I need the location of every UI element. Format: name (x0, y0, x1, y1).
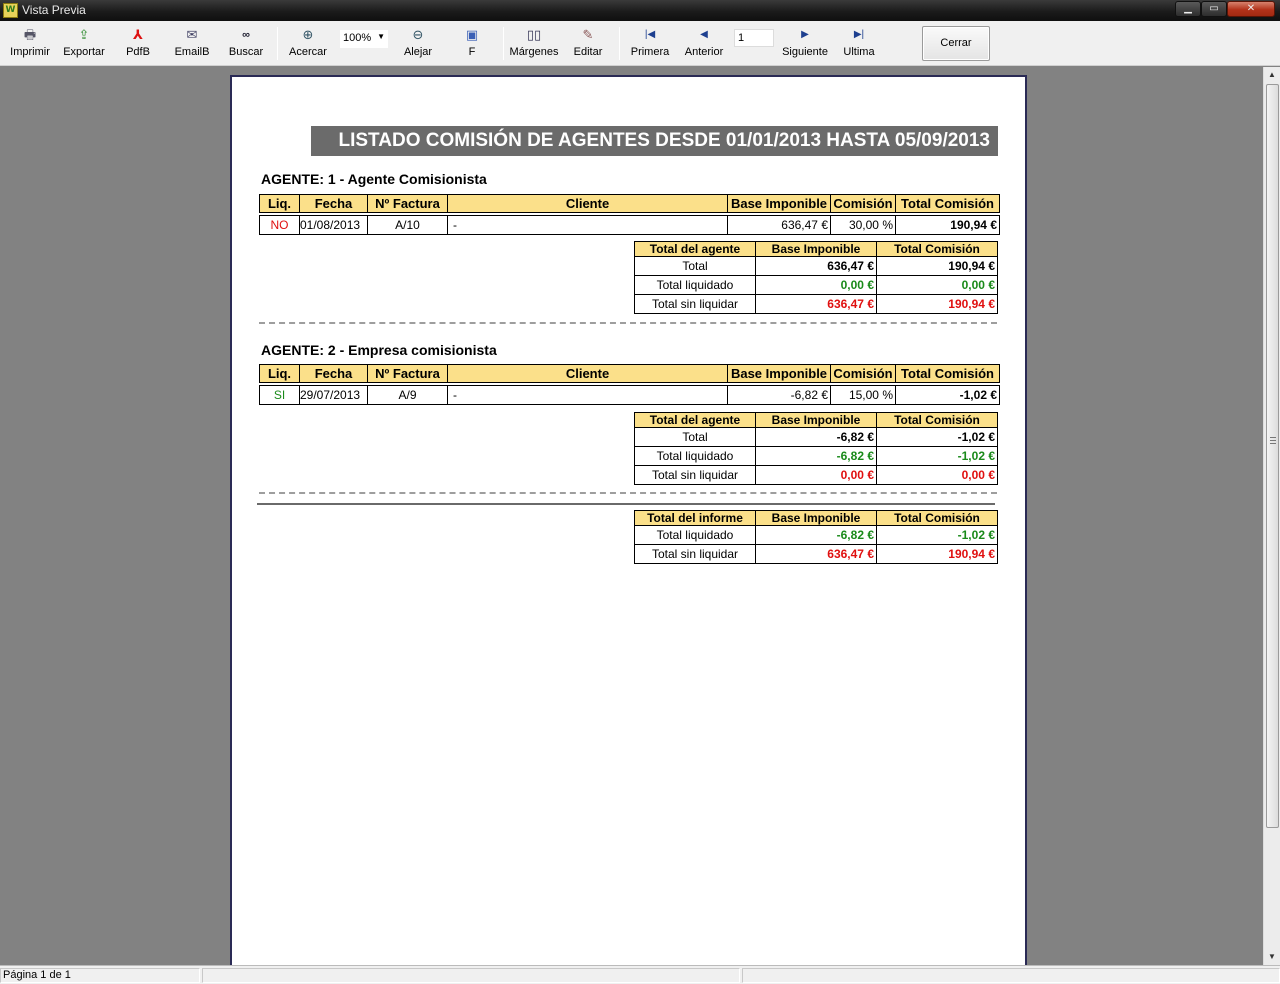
previous-page-button[interactable] (683, 27, 725, 58)
column-header: Total Comisión (896, 195, 1000, 213)
zoom-out-icon: ⊖ (412, 27, 424, 42)
fit-page-button[interactable] (462, 27, 482, 58)
column-header: Total del agente (635, 242, 756, 257)
column-header: Total del agente (635, 413, 756, 428)
detail-table (259, 194, 1000, 235)
first-page-button[interactable] (630, 27, 670, 58)
toolbar-divider (277, 27, 278, 60)
toolbar-divider (503, 27, 504, 60)
edit-label: Editar (573, 46, 603, 58)
zoom-out-button[interactable] (400, 27, 436, 58)
section-divider (259, 492, 997, 494)
summary-base: 636,47 € (756, 295, 877, 314)
liq-cell: SI (260, 386, 300, 405)
search-label: Buscar (228, 46, 264, 58)
minimize-button[interactable]: ▁ (1175, 1, 1201, 17)
column-header: Cliente (448, 365, 728, 383)
section-divider (259, 322, 997, 324)
summary-label: Total liquidado (635, 526, 756, 545)
zoom-in-button[interactable] (287, 27, 329, 58)
first-label: Primera (630, 46, 670, 58)
column-header: Nº Factura (368, 195, 448, 213)
next-label: Siguiente (782, 46, 828, 58)
table-header (260, 365, 1000, 383)
client-cell: - (448, 386, 728, 405)
page-number-input[interactable]: 1 (734, 29, 774, 47)
summary-base: 0,00 € (756, 276, 877, 295)
status-panel (202, 968, 740, 983)
table-header (635, 242, 998, 257)
table-row (260, 216, 1000, 235)
table-row (635, 466, 998, 485)
page-fit-icon: ▣ (465, 27, 479, 42)
table-row (635, 276, 998, 295)
scroll-down-icon[interactable]: ▼ (1268, 952, 1276, 961)
margins-button[interactable] (509, 27, 559, 58)
commission-total-cell: 190,94 € (896, 216, 1000, 235)
table-header (635, 413, 998, 428)
table-row (635, 257, 998, 276)
last-label: Ultima (843, 46, 875, 58)
summary-base: 636,47 € (756, 257, 877, 276)
column-header: Comisión (831, 195, 896, 213)
liq-cell: NO (260, 216, 300, 235)
toolbar (0, 21, 1280, 66)
close-window-button[interactable]: ✕ (1227, 1, 1275, 17)
last-page-icon: ▶| (853, 29, 865, 40)
invoice-cell: A/9 (368, 386, 448, 405)
report-page (230, 75, 1027, 970)
edit-button[interactable] (572, 27, 604, 58)
detail-table (259, 364, 1000, 405)
table-row (260, 386, 1000, 405)
status-panel (742, 968, 1280, 983)
email-button[interactable] (174, 27, 210, 58)
summary-total: -1,02 € (877, 526, 998, 545)
commission-total-cell: -1,02 € (896, 386, 1000, 405)
print-label: Imprimir (10, 46, 50, 58)
summary-label: Total liquidado (635, 447, 756, 466)
table-header (260, 195, 1000, 213)
first-page-icon: |◀ (644, 29, 656, 40)
close-button[interactable]: Cerrar (922, 26, 990, 61)
column-header: Total Comisión (896, 365, 1000, 383)
printer-icon: 🖶 (23, 27, 37, 42)
base-cell: -6,82 € (728, 386, 831, 405)
zoom-in-label: Acercar (289, 46, 327, 58)
fit-label: F (468, 46, 476, 58)
grip-icon (1270, 437, 1276, 444)
email-label: EmailB (174, 46, 210, 58)
invoice-cell: A/10 (368, 216, 448, 235)
table-row (635, 428, 998, 447)
report-total-divider (257, 503, 995, 505)
column-header: Total Comisión (877, 242, 998, 257)
summary-label: Total liquidado (635, 276, 756, 295)
column-header: Comisión (831, 365, 896, 383)
zoom-out-label: Alejar (403, 46, 433, 58)
table-row (635, 526, 998, 545)
column-header: Liq. (260, 195, 300, 213)
client-cell: - (448, 216, 728, 235)
column-header: Nº Factura (368, 365, 448, 383)
summary-label: Total sin liquidar (635, 545, 756, 564)
column-header: Cliente (448, 195, 728, 213)
column-header: Base Imponible (756, 511, 877, 526)
column-header: Fecha (300, 365, 368, 383)
agent-summary-table (634, 241, 998, 314)
zoom-in-icon: ⊕ (302, 27, 314, 42)
summary-total: -1,02 € (877, 447, 998, 466)
table-row (635, 295, 998, 314)
summary-base: -6,82 € (756, 447, 877, 466)
export-label: Exportar (63, 46, 105, 58)
export-button[interactable] (62, 27, 106, 58)
report-summary-table (634, 510, 998, 564)
summary-total: -1,02 € (877, 428, 998, 447)
page-status: Página 1 de 1 (0, 968, 200, 983)
report-title: LISTADO COMISIÓN DE AGENTES DESDE 01/01/2013 HASTA 05/09/2013 (311, 126, 998, 156)
date-cell: 29/07/2013 (300, 386, 368, 405)
summary-total: 0,00 € (877, 466, 998, 485)
app-logo-icon: W (3, 3, 18, 18)
next-page-icon: ▶ (801, 29, 809, 40)
table-row (635, 447, 998, 466)
summary-base: 0,00 € (756, 466, 877, 485)
summary-total: 190,94 € (877, 545, 998, 564)
summary-label: Total sin liquidar (635, 295, 756, 314)
search-button[interactable] (228, 27, 264, 58)
summary-base: -6,82 € (756, 526, 877, 545)
column-header: Total Comisión (877, 413, 998, 428)
summary-base: 636,47 € (756, 545, 877, 564)
base-cell: 636,47 € (728, 216, 831, 235)
next-page-button[interactable] (781, 27, 829, 58)
zoom-value: 100% (343, 32, 372, 44)
scroll-up-icon[interactable]: ▲ (1268, 70, 1276, 79)
column-header: Total del informe (635, 511, 756, 526)
date-cell: 01/08/2013 (300, 216, 368, 235)
commission-rate-cell: 15,00 % (831, 386, 896, 405)
summary-base: -6,82 € (756, 428, 877, 447)
column-header: Liq. (260, 365, 300, 383)
previous-page-icon: ◀ (700, 29, 708, 40)
pdf-icon: ⅄ (133, 27, 143, 42)
previous-label: Anterior (684, 46, 724, 58)
summary-total: 0,00 € (877, 276, 998, 295)
last-page-button[interactable] (841, 27, 877, 58)
email-icon: ✉ (186, 27, 198, 42)
column-header: Base Imponible (756, 413, 877, 428)
export-icon: ⇪ (78, 27, 90, 42)
summary-label: Total (635, 428, 756, 447)
column-header: Base Imponible (728, 195, 831, 213)
column-header: Total Comisión (877, 511, 998, 526)
column-header: Base Imponible (728, 365, 831, 383)
agent-heading: AGENTE: 2 - Empresa comisionista (261, 342, 497, 358)
title-bar (0, 0, 1280, 21)
toolbar-divider (619, 27, 620, 60)
pdf-label: PdfB (126, 46, 150, 58)
agent-heading: AGENTE: 1 - Agente Comisionista (261, 171, 487, 187)
vertical-scrollbar[interactable] (1263, 67, 1280, 965)
zoom-select[interactable] (340, 30, 388, 48)
summary-total: 190,94 € (877, 257, 998, 276)
table-header (635, 511, 998, 526)
margins-label: Márgenes (509, 46, 559, 58)
column-header: Fecha (300, 195, 368, 213)
scrollbar-thumb[interactable] (1266, 84, 1279, 828)
status-bar (0, 965, 1280, 984)
summary-total: 190,94 € (877, 295, 998, 314)
margins-book-icon: ▯▯ (526, 27, 542, 42)
binoculars-icon: ∞ (242, 29, 250, 41)
table-row (635, 545, 998, 564)
edit-pencil-icon: ✎ (582, 27, 594, 42)
summary-label: Total (635, 257, 756, 276)
column-header: Base Imponible (756, 242, 877, 257)
commission-rate-cell: 30,00 % (831, 216, 896, 235)
window-title: Vista Previa (22, 3, 86, 17)
pdf-button[interactable] (122, 27, 154, 58)
agent-summary-table (634, 412, 998, 485)
chevron-down-icon: ▼ (377, 32, 385, 41)
summary-label: Total sin liquidar (635, 466, 756, 485)
print-button[interactable] (10, 27, 50, 58)
maximize-button[interactable]: ▭ (1201, 1, 1227, 17)
